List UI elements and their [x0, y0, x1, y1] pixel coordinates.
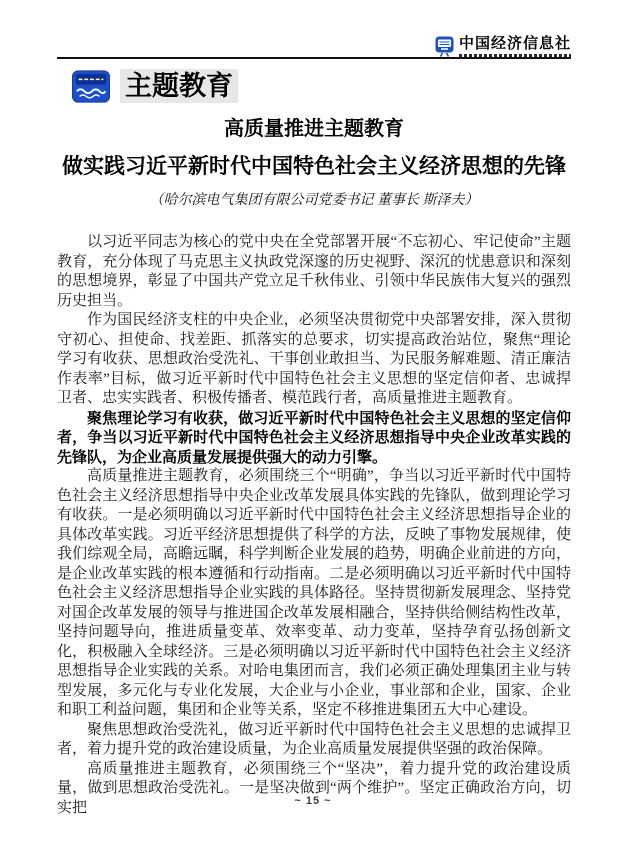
paragraph-5: 聚焦思想政治受洗礼，做习近平新时代中国特色社会主义思想的忠诚捍卫者，着力提升党的政治建设质量，为企业高质量发展提供坚强的政治保障。 [57, 721, 571, 757]
paragraph-6: 高质量推进主题教育，必须围绕三个“坚决”，着力提升党的政治建设质量，做到思想政治受洗礼。一是坚决做到“两个维护”。坚定正确政治方向，切实把 [57, 760, 571, 816]
paragraph-4: 高质量推进主题教育，必须围绕三个“明确”，争当以习近平新时代中国特色社会主义经济思想指导中央企业改革发展具体实践的先锋队，做到理论学习有收获。一是必须明确以习近平新时代中国特色社会主义经济思想指导企业的具体改革实践。习近平经济思想提供了科学的方法，反映了事物发展规律，使我们综观全局，高瞻远瞩，科学判断企业发展的趋势，明确企业前进的方向，是企业改革实践的根本遵循和行动指南。二是必须明确以习近平新时代中国特色社会主义经济思想指导企业实践的具体路径。坚持贯彻新发展理念、坚持党对国企改革发展的领导与推进国企改革发展相融合，坚持供给侧结构性改革，坚持问题导向，推进质量变革、效率变革、动力变革，坚持孕育弘扬创新文化，积极融入全球经济。三是必须明确以习近平新时代中国特色社会主义经济思想指导企业实践的关系。对哈电集团而言，我们必须正确处理集团主业与转型发展，多元化与专业化发展，大企业与小企业，事业部和企业，国家、企业和职工利益问题，集团和企业等关系，坚定不移推进集团五大中心建设。 [57, 468, 571, 718]
brand-logo-text: 中国经济信息社 [458, 35, 571, 52]
article-byline: （哈尔滨电气集团有限公司党委书记 董事长 斯泽夫） [149, 193, 479, 208]
article-subtitle: 做实践习近平新时代中国特色社会主义经济思想的先锋 [62, 155, 566, 178]
paragraph-1: 以习近平同志为核心的党中央在全党部署开展“不忘初心、牢记使命”主题教育，充分体现了马克思主义执政党深邃的历史视野、深沉的忧患意识和深刻的思想境界，彰显了中国共产党立足千秋伟业、引领中华民族伟大复兴的强烈历史担当。 [57, 234, 571, 309]
monitor-emblem-icon [435, 36, 454, 57]
brand-logo [435, 36, 571, 58]
blue-emblem-icon [72, 70, 110, 103]
article-title: 高质量推进主题教育 [224, 118, 404, 140]
header-divider [57, 57, 571, 59]
paragraph-3-emphasis: 聚焦理论学习有收获，做习近平新时代中国特色社会主义思想的坚定信仰者，争当以习近平新时代中国特色社会主义经济思想指导中央企业改革实践的先锋队，为企业高质量发展提供强大的动力引擎。 [57, 409, 571, 466]
article [57, 110, 571, 818]
section-badge-label: 主题教育 [120, 69, 238, 103]
page-footer [0, 791, 626, 809]
paragraph-2: 作为国民经济支柱的中央企业，必须坚决贯彻党中央部署安排，深入贯彻守初心、担使命、找差距、抓落实的总要求，切实提高政治站位，聚焦“理论学习有收获、思想政治受洗礼、干事创业敢担当、为民服务解难题、清正廉洁作表率”目标，做习近平新时代中国特色社会主义思想的坚定信仰者、忠诚捍卫者、忠实实践者、积极传播者、模范践行者，高质量推进主题教育。 [57, 312, 571, 406]
page-number: ~ 15 ~ [294, 795, 332, 807]
article-body [57, 233, 571, 818]
section-badge [72, 69, 238, 103]
